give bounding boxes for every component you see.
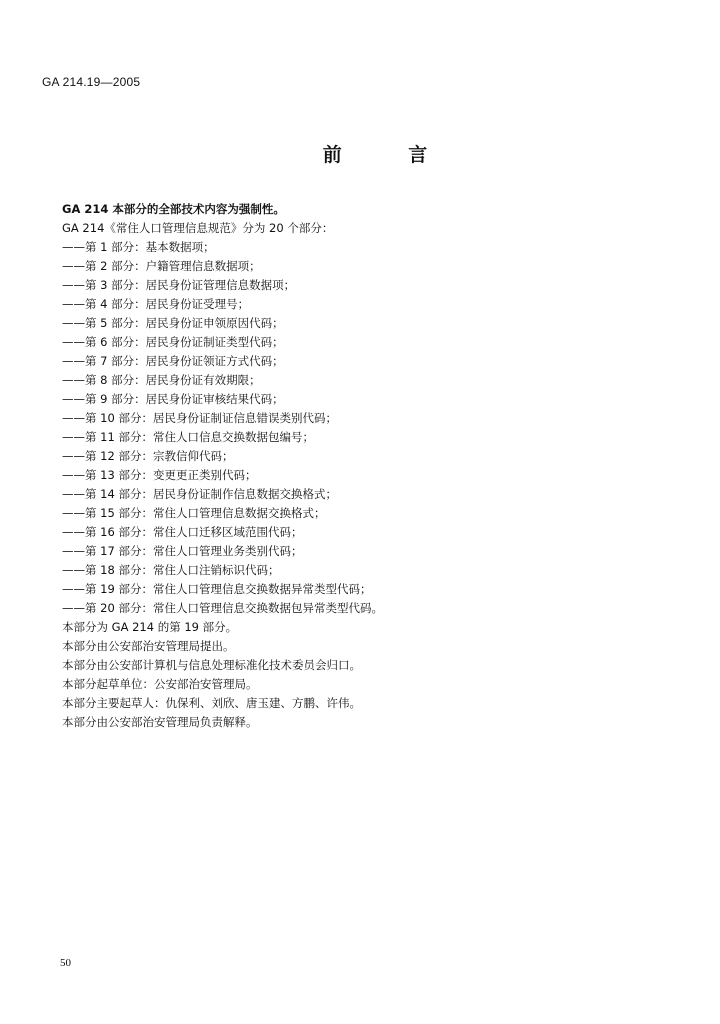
list-item: ——第 6 部分：居民身份证制证类型代码； <box>62 335 284 349</box>
paragraph-line: 本部分由公安部治安管理局提出。 <box>62 639 235 653</box>
paragraph-line: 本部分由公安部治安管理局负责解释。 <box>62 715 258 729</box>
list-item: ——第 5 部分：居民身份证申领原因代码； <box>62 316 284 330</box>
page-title: 前 言 <box>322 144 458 166</box>
list-item: ——第 18 部分：常住人口注销标识代码； <box>62 563 280 577</box>
paragraph-line: 本部分为 GA 214 的第 19 部分。 <box>62 620 238 634</box>
list-item: ——第 9 部分：居民身份证审核结果代码； <box>62 392 284 406</box>
paragraph-line: GA 214 本部分的全部技术内容为强制性。 <box>62 202 285 216</box>
page-number: 50 <box>60 957 71 969</box>
list-item: ——第 19 部分：常住人口管理信息交换数据异常类型代码； <box>62 582 372 596</box>
list-item: ——第 2 部分：户籍管理信息数据项； <box>62 259 261 273</box>
paragraph-line: 本部分起草单位：公安部治安管理局。 <box>62 677 258 691</box>
list-item: ——第 15 部分：常住人口管理信息数据交换格式； <box>62 506 326 520</box>
list-item: ——第 13 部分：变更更正类别代码； <box>62 468 257 482</box>
list-item: ——第 17 部分：常住人口管理业务类别代码； <box>62 544 303 558</box>
list-item: ——第 11 部分：常住人口信息交换数据包编号； <box>62 430 314 444</box>
list-item: ——第 10 部分：居民身份证制证信息错误类别代码； <box>62 411 337 425</box>
paragraph-line: 本部分主要起草人：仇保利、刘欣、唐玉建、方鹏、许伟。 <box>62 696 361 710</box>
paragraph-line: 本部分由公安部计算机与信息处理标准化技术委员会归口。 <box>62 658 361 672</box>
list-item: ——第 1 部分：基本数据项； <box>62 240 215 254</box>
list-item: ——第 16 部分：常住人口迁移区域范围代码； <box>62 525 303 539</box>
list-item: ——第 3 部分：居民身份证管理信息数据项； <box>62 278 296 292</box>
paragraph-line: GA 214《常住人口管理信息规范》分为 20 个部分： <box>62 221 334 235</box>
list-item: ——第 4 部分：居民身份证受理号； <box>62 297 250 311</box>
list-item: ——第 14 部分：居民身份证制作信息数据交换格式； <box>62 487 337 501</box>
list-item: ——第 12 部分：宗教信仰代码； <box>62 449 234 463</box>
list-item: ——第 7 部分：居民身份证领证方式代码； <box>62 354 284 368</box>
list-item: ——第 8 部分：居民身份证有效期限； <box>62 373 261 387</box>
foreword-body <box>62 200 702 732</box>
standard-code: GA 214.19—2005 <box>42 75 141 89</box>
list-item: ——第 20 部分：常住人口管理信息交换数据包异常类型代码。 <box>62 601 383 615</box>
